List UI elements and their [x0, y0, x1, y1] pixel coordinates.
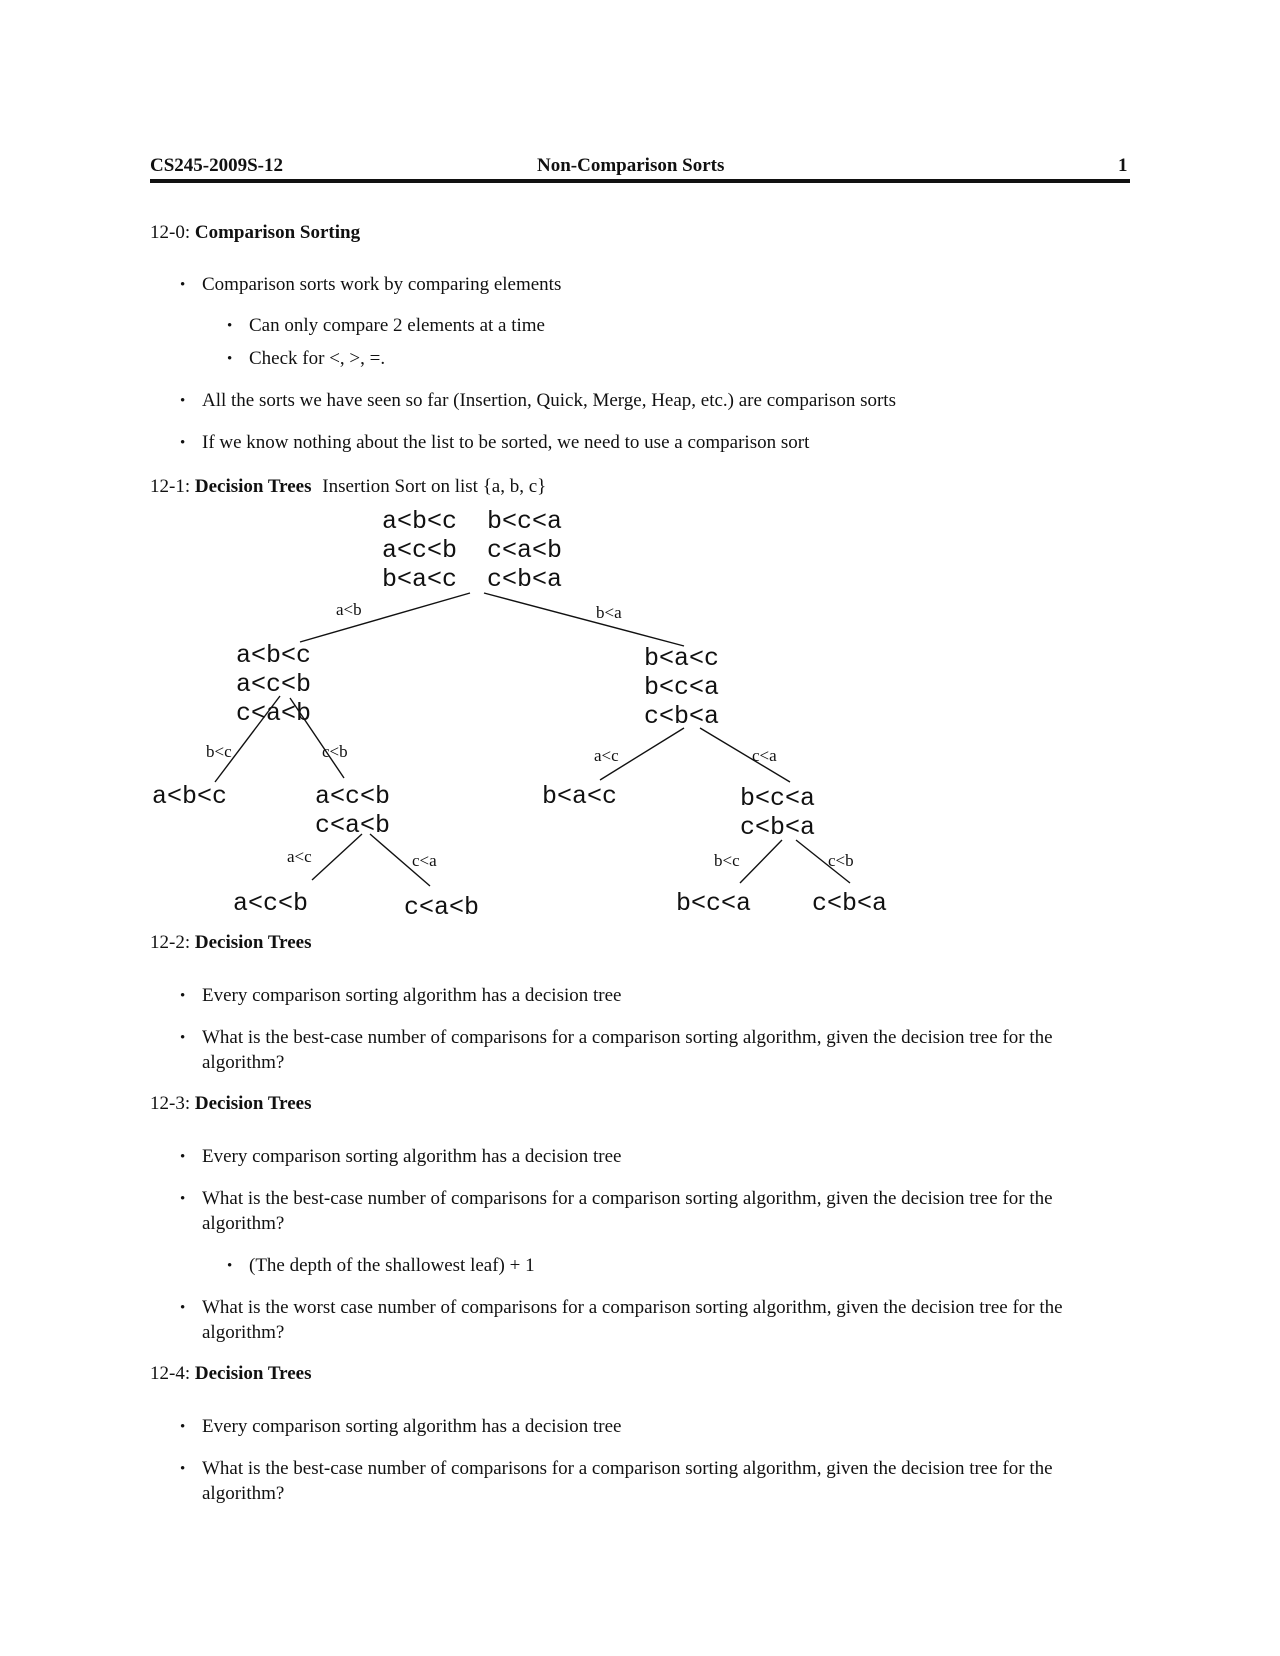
- bullet-icon: •: [227, 351, 233, 367]
- tree-leaf: a<b<c: [152, 782, 228, 811]
- bullet-icon: •: [180, 1419, 186, 1435]
- section-id: 12-0:: [150, 222, 191, 243]
- section-title: Decision Trees: [194, 476, 312, 497]
- bullet-icon: •: [180, 435, 186, 451]
- section-id: 12-3:: [150, 1093, 191, 1114]
- tree-edge-label: b<a: [596, 603, 622, 622]
- list-item: Can only compare 2 elements at a time: [249, 315, 545, 336]
- list-item: All the sorts we have seen so far (Insertion, Quick, Merge, Heap, etc.) are comparison sorts: [202, 390, 896, 411]
- list-item: If we know nothing about the list to be sorted, we need to use a comparison sort: [202, 432, 810, 453]
- tree-node-left-right: a<c<b c<a<b: [315, 782, 391, 840]
- tree-leaf: b<a<c: [542, 782, 618, 811]
- tree-edge-label: b<c: [206, 742, 232, 761]
- tree-edge: [484, 593, 684, 646]
- bullet-icon: •: [180, 1461, 186, 1477]
- list-item: What is the best-case number of comparisons for a comparison sorting algorithm, given the decision tree for the algorithm?: [202, 1027, 1053, 1073]
- list-item: (The depth of the shallowest leaf) + 1: [249, 1255, 535, 1276]
- tree-leaf: c<b<a: [812, 889, 888, 918]
- tree-node-left: a<b<c a<c<b c<a<b: [236, 641, 312, 728]
- list-item: What is the worst case number of comparisons for a comparison sorting algorithm, given the decision tree for the algorithm?: [202, 1297, 1063, 1343]
- bullet-icon: •: [227, 318, 233, 334]
- section-title: Comparison Sorting: [194, 222, 361, 243]
- bullet-icon: •: [180, 1149, 186, 1165]
- list-item: What is the best-case number of comparisons for a comparison sorting algorithm, given the decision tree for the algorithm?: [202, 1188, 1053, 1234]
- tree-node-right: b<a<c b<c<a c<b<a: [644, 644, 720, 731]
- list-item: Every comparison sorting algorithm has a decision tree: [202, 1416, 622, 1437]
- tree-node-right-right: b<c<a c<b<a: [740, 784, 816, 842]
- header-course: CS245-2009S-12: [150, 155, 284, 176]
- tree-edge-label: a<c: [287, 847, 312, 866]
- header-title: Non-Comparison Sorts: [537, 155, 725, 176]
- tree-edge: [740, 840, 782, 883]
- tree-node-root: a<b<c b<c<a a<c<b c<a<b b<a<c c<b<a: [382, 507, 563, 594]
- bullet-icon: •: [180, 1300, 186, 1316]
- section-id: 12-1:: [150, 476, 191, 497]
- list-item: Check for <, >, =.: [249, 348, 386, 369]
- bullet-icon: •: [180, 988, 186, 1004]
- list-item: Comparison sorts work by comparing elements: [202, 274, 562, 295]
- tree-edge: [312, 834, 362, 880]
- tree-edge-label: a<c: [594, 746, 619, 765]
- bullet-icon: •: [180, 393, 186, 409]
- tree-leaf: a<c<b: [233, 889, 309, 918]
- section-id: 12-4:: [150, 1363, 191, 1384]
- section-12-4-heading: [150, 1363, 312, 1385]
- tree-edge-label: c<b: [322, 742, 348, 761]
- section-title: Decision Trees: [194, 932, 312, 953]
- list-item: Every comparison sorting algorithm has a decision tree: [202, 985, 622, 1006]
- bullet-icon: •: [227, 1258, 233, 1274]
- section-12-2-heading: [150, 932, 312, 954]
- bullet-icon: •: [180, 277, 186, 293]
- tree-edge-label: a<b: [336, 600, 362, 619]
- tree-leaf: b<c<a: [676, 889, 752, 918]
- tree-leaf: c<a<b: [404, 893, 480, 922]
- header-page-number: 1: [1118, 155, 1128, 176]
- tree-edge: [300, 593, 470, 642]
- bullet-icon: •: [180, 1030, 186, 1046]
- tree-edge-label: c<a: [412, 851, 437, 870]
- tree-edge-label: c<b: [828, 851, 854, 870]
- section-id: 12-2:: [150, 932, 191, 953]
- section-12-3-heading: [150, 1093, 312, 1115]
- list-item: What is the best-case number of comparisons for a comparison sorting algorithm, given the decision tree for the algorithm?: [202, 1458, 1053, 1504]
- tree-edge-label: b<c: [714, 851, 740, 870]
- list-item: Every comparison sorting algorithm has a decision tree: [202, 1146, 622, 1167]
- section-title: Decision Trees: [194, 1093, 312, 1114]
- section-title: Decision Trees: [194, 1363, 312, 1384]
- tree-edge-label: c<a: [752, 746, 777, 765]
- bullet-icon: •: [180, 1191, 186, 1207]
- section-subtitle: Insertion Sort on list {a, b, c}: [322, 476, 547, 497]
